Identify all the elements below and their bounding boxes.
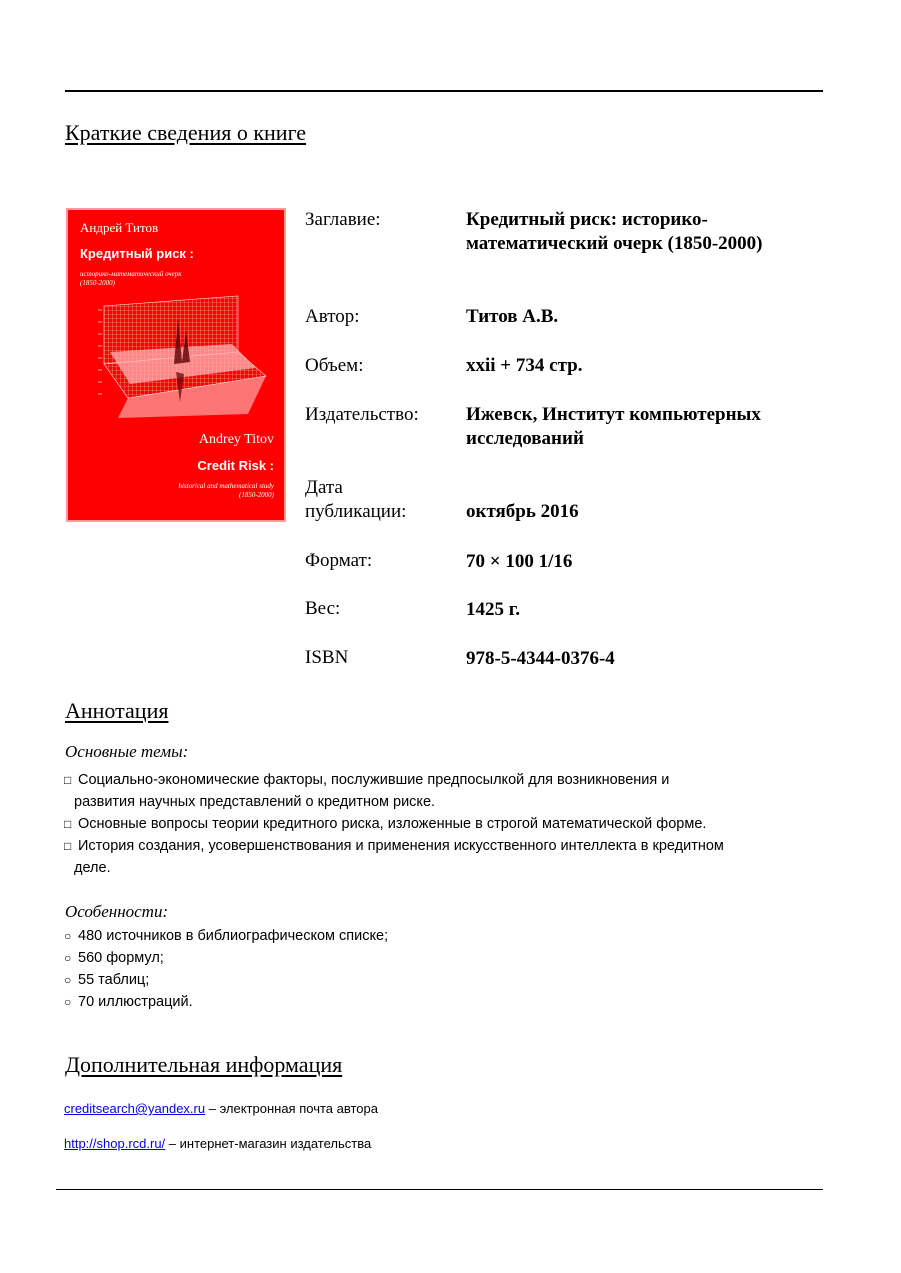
topic-item	[64, 813, 706, 835]
square-bullet-icon: □	[64, 773, 72, 787]
publisher-shop-link[interactable]: http://shop.rcd.ru/	[64, 1136, 166, 1151]
circle-bullet-icon: ○	[64, 929, 72, 943]
cover-author-ru: Андрей Титов	[80, 220, 159, 235]
feature-item-text: 55 таблиц;	[78, 972, 150, 988]
feature-item-text: 560 формул;	[78, 950, 164, 966]
circle-bullet-icon: ○	[64, 995, 72, 1009]
square-bullet-icon: □	[64, 839, 72, 853]
feature-item	[64, 925, 388, 947]
format-label: Формат:	[305, 550, 373, 571]
topic-item-line1: История создания, усовершенствования и применения искусственного интеллекта в кредитном	[78, 838, 724, 854]
topics-heading: Основные темы:	[65, 742, 189, 761]
feature-item	[64, 947, 164, 969]
email-line	[64, 1101, 378, 1116]
isbn-label: ISBN	[305, 647, 349, 668]
topic-item-line2: развития научных представлений о кредитном риске.	[74, 794, 436, 810]
cover-subtitle-ru-line2: (1850-2000)	[80, 279, 115, 287]
publisher-label: Издательство:	[305, 404, 419, 425]
square-bullet-icon: □	[64, 817, 72, 831]
topic-item-line2: деле.	[74, 860, 111, 876]
feature-item	[64, 969, 149, 991]
format-value: 70 × 100 1/16	[466, 551, 573, 572]
topic-item-line1: Социально-экономические факторы, послужившие предпосылкой для возникновения и	[78, 772, 670, 788]
date-label-line2: публикации:	[305, 501, 407, 522]
volume-value: xxii + 734 стр.	[466, 355, 583, 376]
author-value: Титов А.В.	[466, 306, 559, 327]
cover-subtitle-ru-line1: историко-математический очерк	[80, 270, 182, 278]
features-heading: Особенности:	[65, 902, 169, 921]
topic-item	[64, 769, 669, 813]
date-value: октябрь 2016	[466, 501, 579, 522]
feature-item	[64, 991, 193, 1013]
weight-value: 1425 г.	[466, 599, 520, 620]
bottom-divider	[56, 1189, 823, 1190]
page-title: Краткие сведения о книге	[65, 120, 307, 145]
isbn-value: 978-5-4344-0376-4	[466, 648, 615, 669]
cover-subtitle-en-line2: (1850-2000)	[239, 491, 274, 499]
weight-label: Вес:	[305, 598, 341, 619]
annotation-title: Аннотация	[65, 698, 169, 723]
topic-item-line1: Основные вопросы теории кредитного риска, изложенные в строгой математической форме.	[78, 816, 707, 832]
feature-item-text: 70 иллюстраций.	[78, 994, 193, 1010]
author-label: Автор:	[305, 306, 360, 327]
publisher-value-line2: исследований	[466, 428, 584, 449]
top-divider	[65, 90, 823, 92]
title-label: Заглавие:	[305, 209, 381, 230]
title-value-line2: математический очерк (1850-2000)	[466, 233, 763, 254]
cover-author-en: Andrey Titov	[198, 432, 274, 447]
shop-description: – интернет-магазин издательства	[165, 1136, 372, 1151]
circle-bullet-icon: ○	[64, 951, 72, 965]
cover-subtitle-ru	[80, 270, 182, 288]
title-value-line1: Кредитный риск: историко-	[466, 209, 708, 230]
cover-subtitle-en-line1: historical and mathematical study	[178, 482, 274, 490]
cover-subtitle-en	[179, 482, 274, 500]
feature-item-text: 480 источников в библиографическом списке;	[78, 928, 389, 944]
email-description: – электронная почта автора	[205, 1101, 378, 1116]
additional-info-title: Дополнительная информация	[65, 1052, 343, 1077]
circle-bullet-icon: ○	[64, 973, 72, 987]
author-email-link[interactable]: creditsearch@yandex.ru	[64, 1101, 206, 1116]
publisher-value-line1: Ижевск, Институт компьютерных	[466, 404, 761, 425]
date-label-line1: Дата	[305, 477, 343, 498]
cover-surface-plot-illustration	[88, 290, 268, 420]
topic-item	[64, 835, 724, 879]
volume-label: Объем:	[305, 355, 364, 376]
cover-title-en: Credit Risk :	[197, 458, 274, 473]
shop-line	[64, 1136, 371, 1151]
book-cover-image	[68, 210, 284, 520]
cover-title-ru: Кредитный риск :	[80, 246, 194, 261]
